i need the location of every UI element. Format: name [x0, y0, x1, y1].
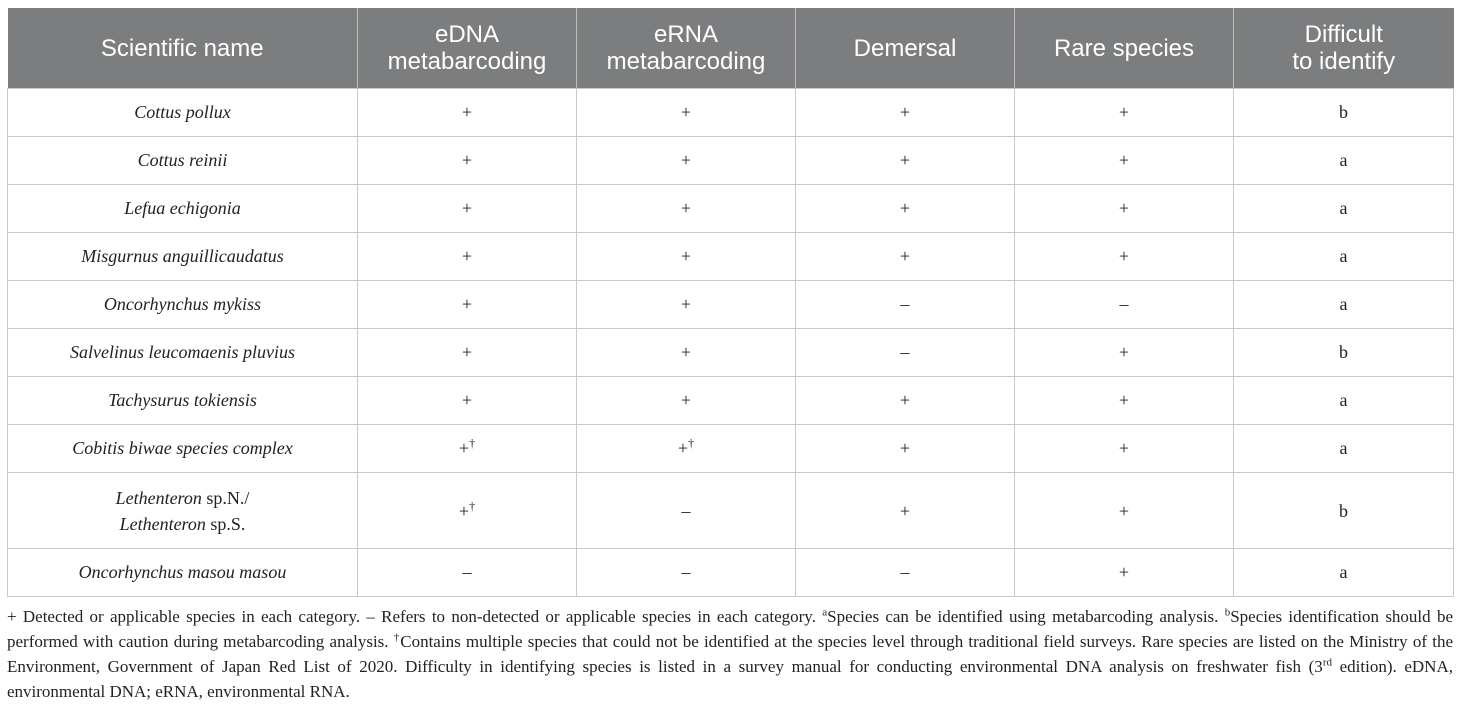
species-suffix: sp.S.: [205, 513, 246, 534]
header-scientific-name: Scientific name: [8, 8, 358, 89]
cell-edna: [358, 473, 577, 549]
table-header-row: [8, 8, 1454, 89]
cell-rare: +: [1015, 233, 1234, 281]
cell-difficult: a: [1234, 281, 1454, 329]
cell-edna: +: [358, 137, 577, 185]
cell-erna: [577, 425, 796, 473]
table-row: [8, 473, 1454, 549]
cell-scientific-name: Oncorhynchus masou masou: [8, 549, 358, 597]
cell-difficult: b: [1234, 89, 1454, 137]
table-row: [8, 549, 1454, 597]
cell-edna: +: [358, 281, 577, 329]
cell-demersal: +: [796, 185, 1015, 233]
table-row: [8, 377, 1454, 425]
table-row: [8, 425, 1454, 473]
cell-rare: –: [1015, 281, 1234, 329]
species-table: [7, 8, 1454, 597]
cell-difficult: a: [1234, 549, 1454, 597]
cell-rare: +: [1015, 473, 1234, 549]
cell-scientific-name: [8, 473, 358, 549]
erna-value: +: [677, 438, 689, 458]
cell-rare: +: [1015, 377, 1234, 425]
cell-rare: +: [1015, 137, 1234, 185]
table-footnote: [7, 604, 1453, 704]
cell-edna: +: [358, 185, 577, 233]
cell-difficult: b: [1234, 329, 1454, 377]
footnote-text: Species can be identified using metabarcoding analysis.: [827, 607, 1225, 626]
cell-demersal: +: [796, 473, 1015, 549]
cell-erna: +: [577, 185, 796, 233]
header-difficult-to-identify: Difficult to identify: [1234, 8, 1454, 89]
footnote-sup: †: [393, 631, 401, 644]
header-rare-species: Rare species: [1015, 8, 1234, 89]
cell-scientific-name: Misgurnus anguillicaudatus: [8, 233, 358, 281]
cell-erna: +: [577, 329, 796, 377]
table-row: [8, 137, 1454, 185]
cell-scientific-name: Cottus reinii: [8, 137, 358, 185]
cell-difficult: b: [1234, 473, 1454, 549]
cell-scientific-name: Cottus pollux: [8, 89, 358, 137]
species-suffix: sp.N./: [201, 487, 250, 508]
footnote-text: edition). eDNA, environmental DNA; eRNA, environmental RNA.: [7, 657, 1453, 701]
cell-demersal: –: [796, 329, 1015, 377]
cell-difficult: a: [1234, 425, 1454, 473]
dagger-footnote-mark: †: [688, 436, 695, 450]
cell-erna: +: [577, 377, 796, 425]
cell-demersal: +: [796, 89, 1015, 137]
cell-demersal: –: [796, 281, 1015, 329]
footnote-text: Species identification should be performed with caution during metabarcoding analysis.: [7, 607, 1453, 651]
genus-name: Lethenteron: [115, 487, 202, 508]
cell-edna: +: [358, 377, 577, 425]
cell-erna: +: [577, 137, 796, 185]
cell-erna: –: [577, 549, 796, 597]
header-edna-metabarcoding: eDNA metabarcoding: [358, 8, 577, 89]
cell-scientific-name: Lefua echigonia: [8, 185, 358, 233]
footnote-text: Contains multiple species that could not be identified at the species level through traditional field surveys. Rare species are listed on the Ministry of the Environment, Government of Japan Red List of 2020. Difficulty in identifying species is listed in a survey manual for conducting environmental DNA analysis on freshwater fish (3: [7, 632, 1454, 676]
cell-erna: +: [577, 233, 796, 281]
cell-rare: +: [1015, 329, 1234, 377]
cell-demersal: +: [796, 233, 1015, 281]
header-demersal: Demersal: [796, 8, 1015, 89]
footnote-sup: b: [1224, 606, 1231, 619]
table-row: [8, 89, 1454, 137]
cell-edna: –: [358, 549, 577, 597]
species-table-container: [7, 8, 1453, 597]
table-row: [8, 329, 1454, 377]
footnote-text: + Detected or applicable species in each category. – Refers to non-detected or applicable species in each category.: [7, 607, 823, 626]
cell-rare: +: [1015, 549, 1234, 597]
table-row: [8, 233, 1454, 281]
genus-name: Lethenteron: [119, 513, 206, 534]
cell-erna: –: [577, 473, 796, 549]
cell-demersal: +: [796, 137, 1015, 185]
cell-demersal: +: [796, 377, 1015, 425]
header-erna-metabarcoding: eRNA metabarcoding: [577, 8, 796, 89]
cell-edna: [358, 425, 577, 473]
cell-scientific-name: Cobitis biwae species complex: [8, 425, 358, 473]
footnote-sup: rd: [1322, 656, 1332, 669]
cell-difficult: a: [1234, 377, 1454, 425]
dagger-footnote-mark: †: [469, 498, 476, 513]
cell-rare: +: [1015, 185, 1234, 233]
cell-edna: +: [358, 89, 577, 137]
table-row: [8, 185, 1454, 233]
cell-edna: +: [358, 233, 577, 281]
table-row: [8, 281, 1454, 329]
edna-value: +: [458, 500, 470, 521]
cell-rare: +: [1015, 425, 1234, 473]
dagger-footnote-mark: †: [469, 436, 476, 450]
cell-difficult: a: [1234, 233, 1454, 281]
cell-demersal: –: [796, 549, 1015, 597]
cell-erna: +: [577, 89, 796, 137]
cell-edna: +: [358, 329, 577, 377]
cell-erna: +: [577, 281, 796, 329]
cell-difficult: a: [1234, 185, 1454, 233]
cell-rare: +: [1015, 89, 1234, 137]
footnote-sup: a: [822, 606, 828, 619]
cell-scientific-name: Oncorhynchus mykiss: [8, 281, 358, 329]
cell-difficult: a: [1234, 137, 1454, 185]
cell-scientific-name: Tachysurus tokiensis: [8, 377, 358, 425]
cell-demersal: +: [796, 425, 1015, 473]
edna-value: +: [458, 438, 470, 458]
cell-scientific-name: Salvelinus leucomaenis pluvius: [8, 329, 358, 377]
